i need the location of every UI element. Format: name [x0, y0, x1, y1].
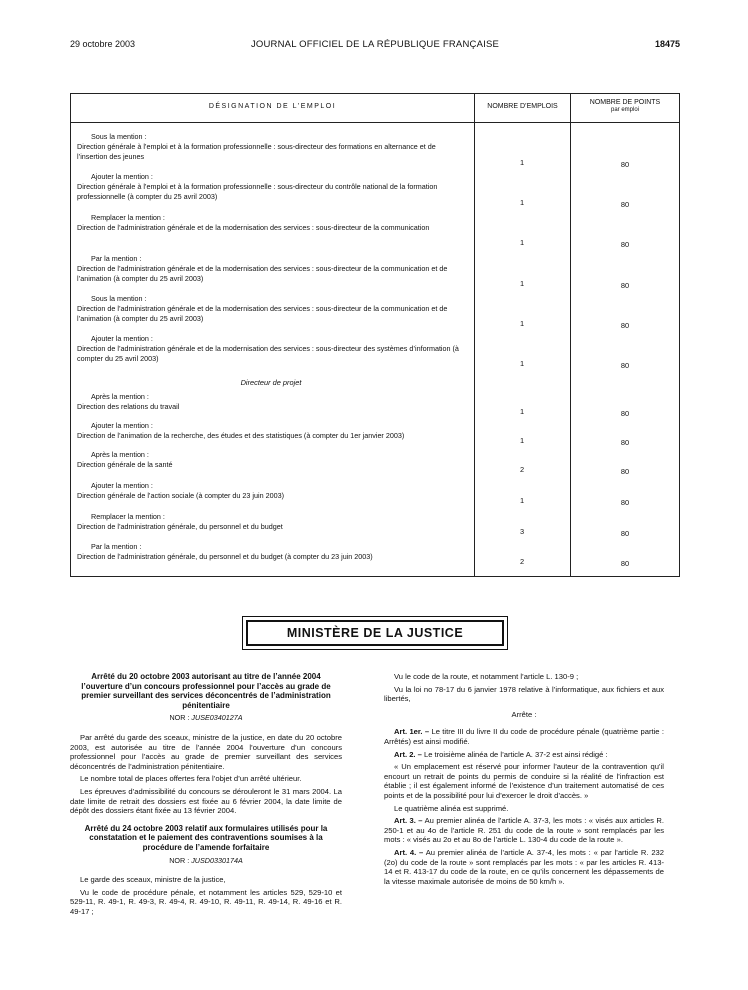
col-header-points-sub: par emploi — [610, 107, 639, 113]
row-points: 80 — [620, 281, 630, 290]
col-header-designation: DÉSIGNATION DE L’EMPLOI — [208, 103, 337, 110]
article-text: Au premier alinéa de l’article A. 37-3, les mots : « visés aux articles R. 250-1 et au 4o de l’article R. 251 du code de la route » sont remplacés par les mots : « visés au 2o et au 8o de l’article L. 130-4 du code de la route ». — [384, 816, 664, 845]
paragraph: Par arrêté du garde des sceaux, ministre de la justice, en date du 20 octobre 2003, est autorisée au titre de l’année 2004 l’ouverture d’un concours professionnel pour l’accès au grade de premier surveillant des services déconcentrés de l’administration pénitentiaire. — [70, 732, 342, 771]
row-nombre: 1 — [519, 158, 525, 167]
nor-label: NOR : — [169, 713, 190, 723]
row-label: Ajouter la mention : — [91, 172, 153, 181]
article-label: Art. 1er. – — [394, 727, 430, 737]
row-points: 80 — [620, 200, 630, 209]
arrete-2-nor — [70, 856, 342, 866]
header-divider — [71, 122, 679, 123]
right-column — [384, 672, 664, 889]
row-label: Par la mention : — [91, 254, 142, 263]
row-nombre: 1 — [519, 279, 525, 288]
row-text: Direction générale à l’emploi et à la formation professionnelle : sous-directeur des formations en alternance et de l’insertion des jeunes — [77, 142, 436, 161]
col-header-points-title: NOMBRE DE POINTS — [589, 99, 661, 106]
row-label: Après la mention : — [91, 392, 149, 401]
table-row — [71, 450, 471, 470]
table-row — [71, 172, 471, 202]
row-label: Sous la mention : — [91, 132, 147, 141]
article-2 — [384, 750, 664, 760]
table-row — [71, 481, 471, 501]
table-row — [71, 132, 471, 162]
col-header-points — [571, 98, 679, 114]
paragraph: Les épreuves d’admissibilité du concours se dérouleront le 31 mars 2004. La date limite de retrait des dossiers est fixée au 6 février 2004, la date limite de dépôt des dossiers étant fixée au 13 février 2004. — [70, 786, 342, 816]
row-text: Direction générale de l’action sociale (à compter du 23 juin 2003) — [77, 491, 284, 500]
paragraph: Vu la loi no 78-17 du 6 janvier 1978 relative à l’informatique, aux fichiers et aux libertés, — [384, 684, 664, 704]
table-row — [71, 334, 471, 364]
table-row — [71, 421, 471, 441]
article-label: Art. 2. – — [394, 749, 422, 759]
row-points: 80 — [620, 160, 630, 169]
nor-code: JUSD0330174A — [191, 855, 243, 865]
row-nombre: 1 — [519, 198, 525, 207]
row-text: Direction de l’administration générale et de la modernisation des services : sous-directeur des systèmes d’information (à compter du 25 avril 2003) — [77, 344, 459, 363]
paragraph: Vu le code de la route, et notamment l’article L. 130-9 ; — [394, 672, 579, 681]
employment-table — [70, 93, 680, 577]
table-row — [71, 294, 471, 324]
row-label: Après la mention : — [91, 450, 149, 459]
row-nombre: 1 — [519, 496, 525, 505]
article-text: Le troisième alinéa de l’article A. 37-2 est ainsi rédigé : — [423, 749, 608, 759]
directeur-projet-heading: Directeur de projet — [240, 378, 302, 387]
row-nombre: 1 — [519, 436, 525, 445]
row-points: 80 — [620, 467, 630, 476]
row-text: Direction de l’administration générale et de la modernisation des services : sous-directeur de la communication — [77, 223, 430, 232]
article-label: Art. 3. – — [394, 816, 423, 826]
row-points: 80 — [620, 409, 630, 418]
arrete-1-title: Arrêté du 20 octobre 2003 autorisant au titre de l’année 2004 l’ouverture d’un concours professionnel pour l’accès au grade de premier surveillant des services déconcentrés de l’administration pénitentiaire — [81, 672, 331, 710]
table-row — [71, 542, 471, 562]
row-text: Direction des relations du travail — [77, 402, 180, 411]
table-row — [71, 392, 471, 412]
column-divider — [474, 94, 475, 576]
row-text: Direction de l’administration générale et de la modernisation des services : sous-directeur de la communication et de l’animation (à compter du 25 avril 2003) — [77, 304, 448, 323]
article-4 — [384, 848, 664, 886]
row-nombre: 2 — [519, 465, 525, 474]
row-points: 80 — [620, 438, 630, 447]
row-label: Remplacer la mention : — [91, 512, 165, 521]
paragraph: Le quatrième alinéa est supprimé. — [394, 803, 509, 813]
row-label: Ajouter la mention : — [91, 481, 153, 490]
article-2-quote: « Un emplacement est réservé pour informer l’auteur de la contravention qu’il encourt un retrait de points du permis de conduire si la réalité de l’infraction est établie ; il est également informé de l’existence d’un traitement automatisé de ces points et de la possibilité pour lui d’exercer le droit d’accès. » — [384, 762, 664, 800]
article-text: Au premier alinéa de l’article A. 37-4, les mots : « par l’article R. 232 (2o) du code de la route » sont remplacés par les mots : « par les articles R. 413-14 et R. 413-17 du code de la route, en ce qu’ils concernent les dépassements de la vitesse maximale autorisée de moins de 50 km/h ». — [384, 847, 664, 886]
paragraph: Vu le code de procédure pénale, et notamment les articles 529, 529-10 et 529-11, R. 49-1, R. 49-3, R. 49-4, R. 49-10, R. 49-11, R. 49-14, R. 49-16 et R. 49-17 ; — [70, 887, 342, 916]
arrete-2-title: Arrêté du 24 octobre 2003 relatif aux formulaires utilisés pour la constatation et le paiement des contraventions soumises à la procédure de l’amende forfaitaire — [84, 823, 328, 852]
header-date: 29 octobre 2003 — [70, 39, 136, 49]
row-label: Sous la mention : — [91, 294, 147, 303]
row-points: 80 — [620, 361, 630, 370]
row-label: Ajouter la mention : — [91, 421, 153, 430]
row-nombre: 1 — [519, 319, 525, 328]
row-points: 80 — [620, 240, 630, 249]
row-text: Direction générale à l’emploi et à la formation professionnelle : sous-directeur du contrôle national de la formation professionnelle (à compter du 25 avril 2003) — [77, 182, 438, 201]
row-label: Ajouter la mention : — [91, 334, 153, 343]
row-text: Direction de l’animation de la recherche, des études et des statistiques (à compter du 1er janvier 2003) — [77, 431, 405, 440]
arrete-1-nor — [70, 713, 342, 723]
row-text: Direction générale de la santé — [77, 460, 173, 469]
row-text: Direction de l’administration générale, du personnel et du budget (à compter du 23 juin 2003) — [77, 552, 373, 561]
table-row — [71, 254, 471, 284]
col-header-nombre: NOMBRE D’EMPLOIS — [487, 103, 558, 110]
nor-code: JUSE0340127A — [191, 713, 243, 723]
page-header — [70, 39, 680, 53]
article-3 — [384, 816, 664, 845]
left-column — [70, 672, 342, 919]
row-text: Direction de l’administration générale et de la modernisation des services : sous-directeur de la communication et de l’animation (à compter du 25 avril 2003) — [77, 264, 448, 283]
row-points: 80 — [620, 529, 630, 538]
article-1 — [384, 727, 664, 746]
article-text: Le titre III du livre II du code de procédure pénale (quatrième partie : Arrêtés) est ainsi modifié. — [384, 727, 664, 746]
row-points: 80 — [620, 498, 630, 507]
article-label: Art. 4. – — [394, 847, 424, 857]
row-label: Par la mention : — [91, 542, 142, 551]
row-points: 80 — [620, 321, 630, 330]
row-nombre: 3 — [519, 527, 525, 536]
header-journal-title: JOURNAL OFFICIEL DE LA RÉPUBLIQUE FRANÇAISE — [250, 39, 500, 50]
row-nombre: 1 — [519, 407, 525, 416]
row-label: Remplacer la mention : — [91, 213, 165, 222]
row-text: Direction de l’administration générale, du personnel et du budget — [77, 522, 283, 531]
header-page-number: 18475 — [654, 39, 680, 49]
arrete-word: Arrête : — [511, 709, 537, 719]
paragraph: Le nombre total de places offertes fera l’objet d’un arrêté ultérieur. — [80, 774, 302, 784]
row-points: 80 — [620, 559, 630, 568]
row-nombre: 1 — [519, 238, 525, 247]
row-nombre: 1 — [519, 359, 525, 368]
nor-label: NOR : — [169, 855, 190, 865]
paragraph: Le garde des sceaux, ministre de la justice, — [80, 875, 226, 885]
ministry-heading: MINISTÈRE DE LA JUSTICE — [246, 620, 504, 646]
row-nombre: 2 — [519, 557, 525, 566]
table-row — [71, 213, 471, 233]
table-row — [71, 512, 471, 532]
